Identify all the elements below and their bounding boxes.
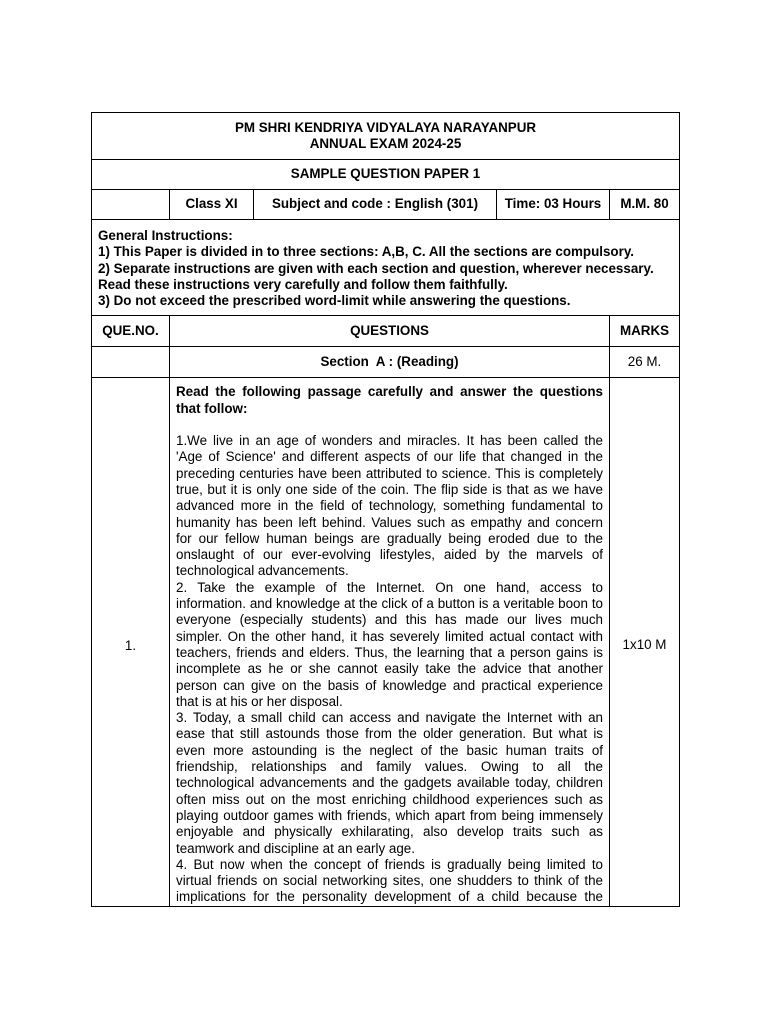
section-a-empty-cell xyxy=(92,347,170,378)
instruction-line: 2) Separate instructions are given with each section and question, wherever necessary. xyxy=(98,260,654,276)
question-text xyxy=(170,378,610,906)
school-header-cell xyxy=(92,113,680,160)
instruction-line: Read these instructions very carefully and follow them faithfully. xyxy=(98,276,508,292)
column-header-qno: QUE.NO. xyxy=(92,316,170,347)
paper-title: SAMPLE QUESTION PAPER 1 xyxy=(92,160,680,190)
instruction-line: 3) Do not exceed the prescribed word-limit while answering the questions. xyxy=(98,293,571,309)
school-name: PM SHRI KENDRIYA VIDYALAYA NARAYANPUR xyxy=(234,119,537,135)
question-number: 1. xyxy=(92,378,170,906)
general-instructions xyxy=(92,220,680,316)
passage-paragraph: 2. Take the example of the Internet. On one hand, access to information. and knowledge at the click of a button is a veritable boon to everyone (especially students) and this has made our lives much simpler. On the other hand, it has severely limited actual contact with teachers, friends and elders. Thus, the learning that a person gains is incomplete as he or she cannot easily take the advice that another person can give on the basis of knowledge and practical experience that is at his or her disposal. xyxy=(176,579,603,709)
passage-paragraph: 4. But now when the concept of friends is gradually being limited to virtual friends on social networking sites, one shudders to think of the implications for the personality development of a child because the xyxy=(176,856,603,905)
passage-paragraph: 3. Today, a small child can access and navigate the Internet with an ease that still astounds those from the older generation. But what is even more astounding is the neglect of the basic human traits of friendship, relationships and family values. Owing to all the technological advancements and the gadgets available today, children often miss out on the most enriching childhood experiences such as playing outdoor games with friends, which apart from being immensely enjoyable and physically exhilarating, also develop traits such as teamwork and discipline at an early age. xyxy=(176,710,603,856)
class-label: Class XI xyxy=(170,190,254,220)
column-header-marks: MARKS xyxy=(610,316,680,347)
section-a-marks: 26 M. xyxy=(610,347,680,378)
question-paper-table xyxy=(91,112,680,907)
instructions-title: General Instructions: xyxy=(98,228,233,243)
subject-label: Subject and code : English (301) xyxy=(254,190,497,220)
passage-paragraph: 1.We live in an age of wonders and miracles. It has been called the 'Age of Science' and different aspects of our life that changed in the preceding centuries have been attributed to science. This is completely true, but it is only one side of the coin. The flip side is that as we have advanced more in the field of technology, something fundamental to humanity has been left behind. Values such as empathy and concern for our fellow human beings are gradually being eroded due to the onslaught of our ever-evolving lifestyles, aided by the marvels of technological advancements. xyxy=(176,433,603,579)
time-label: Time: 03 Hours xyxy=(497,190,610,220)
question-marks: 1x10 M xyxy=(610,378,680,906)
instruction-line: 1) This Paper is divided in to three sections: A,B, C. All the sections are compulsory. xyxy=(98,244,634,260)
exam-name: ANNUAL EXAM 2024-25 xyxy=(309,136,462,151)
column-header-questions: QUESTIONS xyxy=(170,316,610,347)
max-marks-label: M.M. 80 xyxy=(610,190,680,220)
section-a-title: Section A : (Reading) xyxy=(170,347,610,378)
meta-empty-cell xyxy=(92,190,170,220)
question-heading: Read the following passage carefully and answer the questions that follow: xyxy=(176,384,603,416)
